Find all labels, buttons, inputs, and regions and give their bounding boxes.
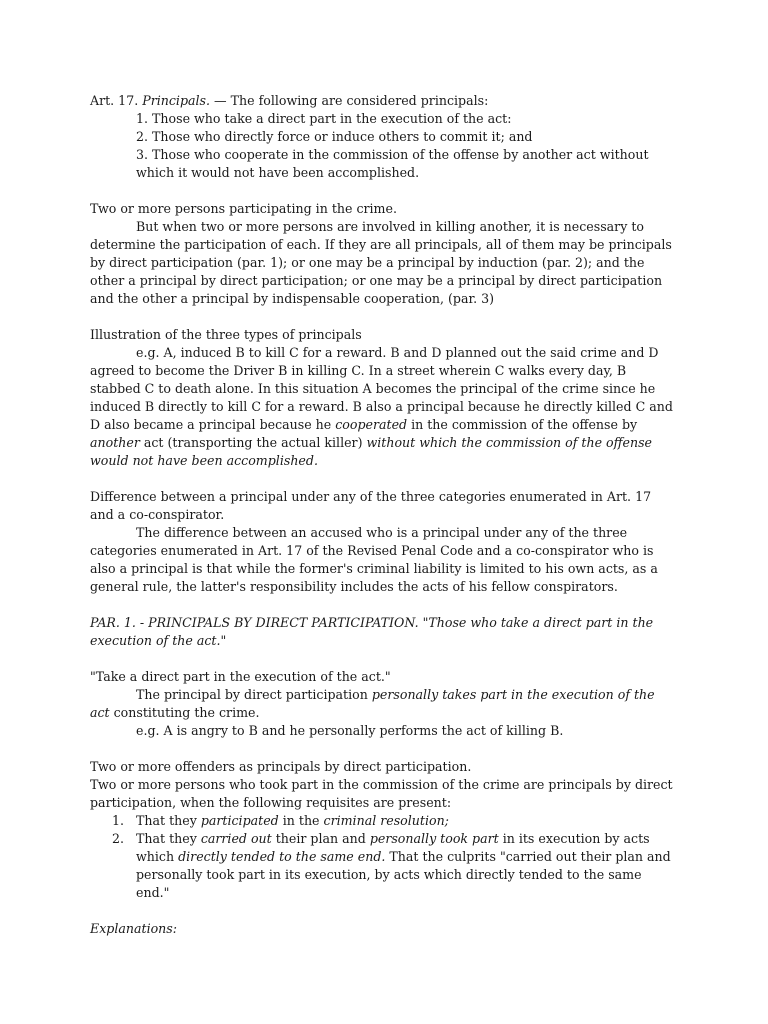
two-persons-body: But when two or more persons are involved in killing another, it is necessary to determine the participation of each. If they are all principals, all of them may be principals by direct participation (par. 1); or one may be a principal by induction (par. 2); and the other a principal by direct participation; or one may be a principal by direct participation and the other a principal by indispensable cooperation, (par. 3) bbox=[90, 219, 672, 306]
art17-title: Principals. bbox=[142, 93, 211, 108]
take-direct-body: The principal by direct participation personally takes part in the execution of the act constituting the crime. bbox=[90, 687, 655, 720]
explanations-heading: Explanations: bbox=[90, 921, 178, 936]
em-cooperated: cooperated bbox=[335, 417, 408, 432]
em-another: another bbox=[90, 435, 140, 450]
take-direct-example: e.g. A is angry to B and he personally performs the act of killing B. bbox=[136, 723, 564, 738]
difference-heading: Difference between a principal under any of the three categories enumerated in Art. 17 and a co-conspirator. bbox=[90, 489, 652, 522]
offenders-body: Two or more persons who took part in the commission of the crime are principals by direct participation, when the following requisites are present: bbox=[90, 777, 673, 810]
art17-heading bbox=[90, 92, 678, 110]
art17-prefix: Art. 17. bbox=[90, 93, 139, 108]
illustration-heading: Illustration of the three types of principals bbox=[90, 327, 362, 342]
requisites-list bbox=[90, 812, 678, 902]
em-without: without which the commission of the offense would not have been accomplished. bbox=[90, 435, 653, 468]
art17-list bbox=[90, 110, 678, 182]
em-personally-takes: personally takes part in the execution of the act bbox=[90, 687, 655, 720]
art17-item-1: 1. Those who take a direct part in the execution of the act: bbox=[136, 111, 512, 126]
art17-item-2: 2. Those who directly force or induce others to commit it; and bbox=[136, 129, 533, 144]
par1-heading: PAR. 1. - PRINCIPALS BY DIRECT PARTICIPATION. "Those who take a direct part in the execution of the act." bbox=[90, 615, 654, 648]
offenders-heading: Two or more offenders as principals by direct participation. bbox=[90, 759, 472, 774]
illustration-body: e.g. A, induced B to kill C for a reward. B and D planned out the said crime and D agreed to become the Driver B in killing C. In a street wherein C walks every day, B stabbed C to death alone. In this situation A becomes the principal of the crime since he induced B directly to kill C for a reward. B also a principal because he directly killed C and D also became a principal because he cooperated in the commission of the offense by another act (transporting the actual killer) without which the commission of the offense would not have been accomplished. bbox=[90, 345, 673, 468]
requisite-item: 1. That they participated in the criminal resolution; bbox=[111, 813, 449, 828]
difference-body: The difference between an accused who is a principal under any of the three categories enumerated in Art. 17 of the Revised Penal Code and a co-conspirator who is also a principal is that while the former's criminal liability is limited to his own acts, as a general rule, the latter's responsibility includes the acts of his fellow conspirators. bbox=[90, 525, 658, 594]
take-direct-heading: "Take a direct part in the execution of the act." bbox=[90, 669, 391, 684]
requisite-item: 2. That they carried out their plan and personally took part in its execution by acts which directly tended to the same end. That the culprits "carried out their plan and personally took part in its execution, by acts which directly tended to the same end." bbox=[111, 831, 671, 900]
art17-item-3: 3. Those who cooperate in the commission of the offense by another act without which it would not have been accomplished. bbox=[136, 147, 649, 180]
two-persons-heading: Two or more persons participating in the crime. bbox=[90, 201, 397, 216]
art17-rest: — The following are considered principals: bbox=[214, 93, 489, 108]
